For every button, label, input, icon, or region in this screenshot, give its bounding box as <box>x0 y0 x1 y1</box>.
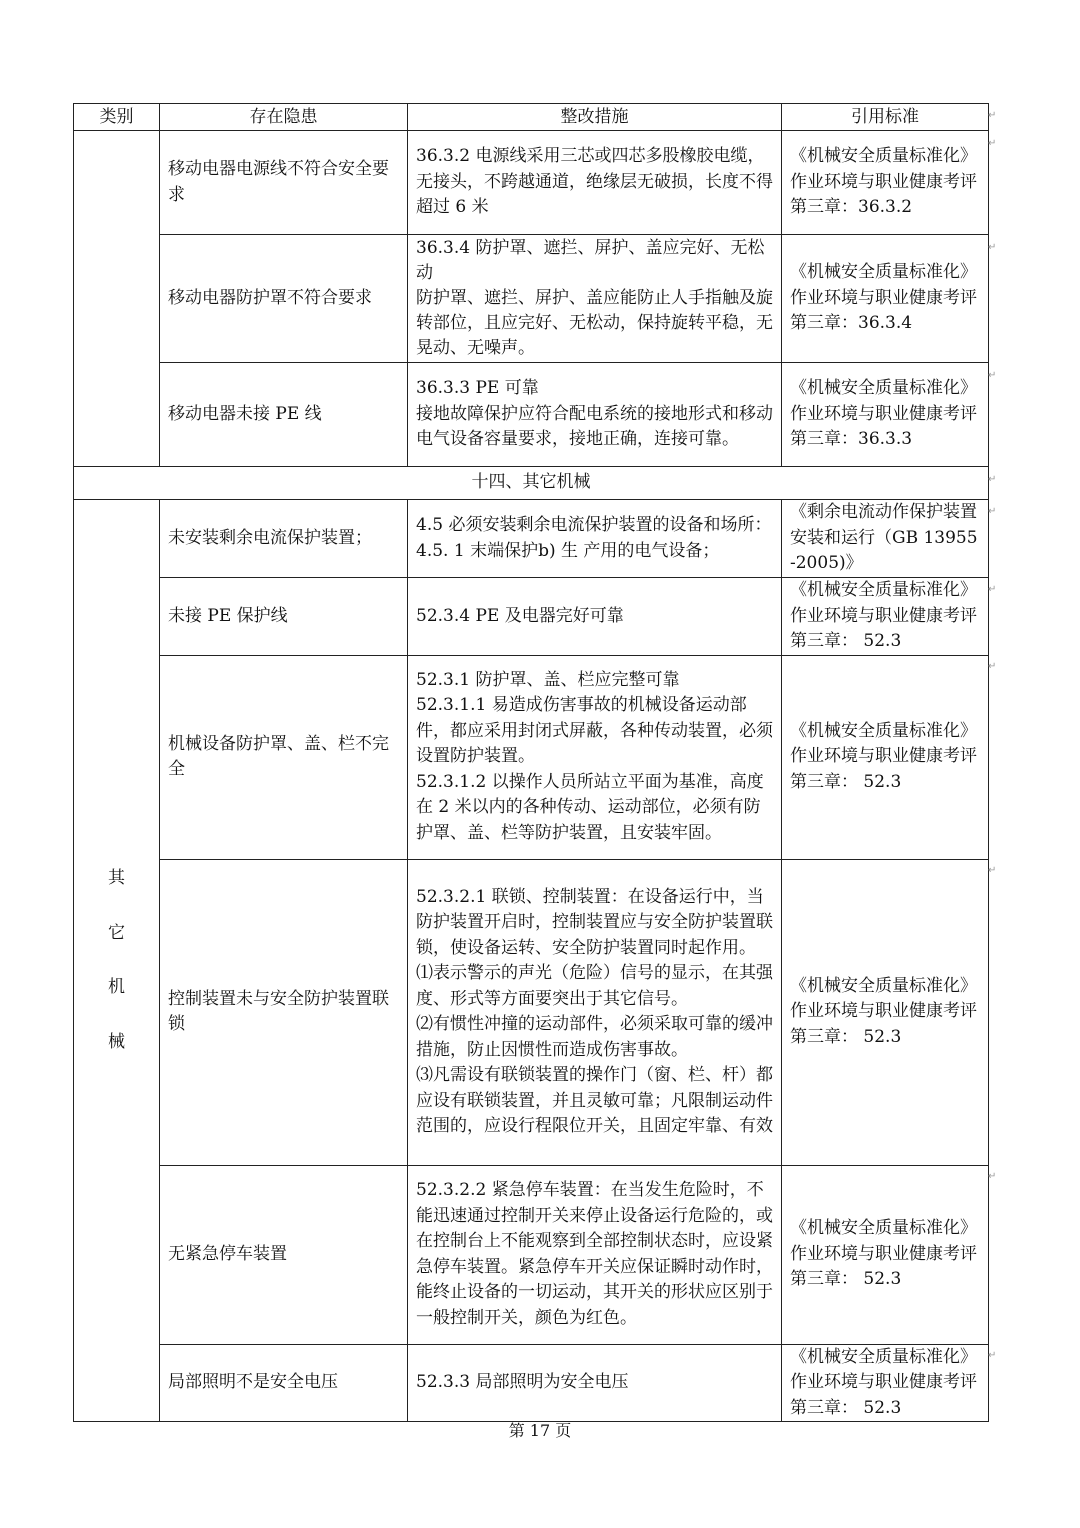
hazard-cell: 机械设备防护罩、盖、栏不完全 <box>160 655 408 859</box>
paragraph-mark-icon: ↵ <box>988 474 997 485</box>
standard-cell: 《机械安全质量标准化》作业环境与职业健康考评第三章： 52.3 <box>782 1165 989 1344</box>
table-row <box>74 1165 989 1344</box>
hazard-cell: 移动电器电源线不符合安全要求 <box>160 131 408 235</box>
paragraph-mark-icon: ↵ <box>988 506 997 517</box>
paragraph-mark-icon: ↵ <box>988 110 997 121</box>
paragraph-mark-icon: ↵ <box>988 138 997 149</box>
standard-cell: 《机械安全质量标准化》作业环境与职业健康考评第三章： 52.3 <box>782 1344 989 1422</box>
hazard-cell: 控制装置未与安全防护装置联锁 <box>160 859 408 1165</box>
standard-cell: 《剩余电流动作保护装置安装和运行（GB 13955-2005)》 <box>782 500 989 578</box>
paragraph-mark-icon: ↵ <box>988 584 997 595</box>
header-hazard: 存在隐患 <box>160 104 408 131</box>
paragraph-mark-icon: ↵ <box>988 865 997 876</box>
hazard-cell: 未安装剩余电流保护装置； <box>160 500 408 578</box>
table-row <box>74 235 989 363</box>
paragraph-mark-icon: ↵ <box>988 1171 997 1182</box>
measure-cell: 36.3.4 防护罩、遮拦、屏护、盖应完好、无松动 防护罩、遮拦、屏护、盖应能防止人手指触及旋转部位，且应完好、无松动，保持旋转平稳，无晃动、无噪声。 <box>408 235 782 363</box>
measure-cell: 36.3.3 PE 可靠 接地故障保护应符合配电系统的接地形式和移动电气设备容量要求，接地正确，连接可靠。 <box>408 363 782 467</box>
standard-cell: 《机械安全质量标准化》作业环境与职业健康考评第三章：36.3.2 <box>782 131 989 235</box>
category-cell <box>74 500 160 1422</box>
paragraph-mark-icon: ↵ <box>988 370 997 381</box>
hazard-cell: 移动电器未接 PE 线 <box>160 363 408 467</box>
table-header-row <box>74 104 989 131</box>
category-char: 械 <box>108 1031 125 1052</box>
standard-cell: 《机械安全质量标准化》作业环境与职业健康考评第三章：36.3.3 <box>782 363 989 467</box>
standard-cell: 《机械安全质量标准化》作业环境与职业健康考评第三章：36.3.4 <box>782 235 989 363</box>
measure-cell: 52.3.1 防护罩、盖、栏应完整可靠 52.3.1.1 易造成伤害事故的机械设备运动部件，都应采用封闭式屏蔽，各种传动装置，必须设置防护装置。 52.3.1.2 以操作人员所站立平面为基准，高度在 2 米以内的各种传动、运动部位，必须有防护罩、盖、栏等防护装置，且安装牢固。 <box>408 655 782 859</box>
category-char: 机 <box>108 977 125 998</box>
category-char: 其 <box>108 868 125 889</box>
paragraph-mark-icon: ↵ <box>988 661 997 672</box>
table-row <box>74 500 989 578</box>
page-number: 第 17 页 <box>508 1421 572 1440</box>
header-measure: 整改措施 <box>408 104 782 131</box>
measure-cell: 52.3.2.1 联锁、控制装置：在设备运行中，当防护装置开启时，控制装置应与安全防护装置联锁，使设备运转、安全防护装置同时起作用。 ⑴表示警示的声光（危险）信号的显示，在其强度、形式等方面要突出于其它信号。 ⑵有惯性冲撞的运动部件，必须采取可靠的缓冲措施，防止因惯性而造成伤害事故。 ⑶凡需设有联锁装置的操作门（窗、栏、杆）都应设有联锁装置，并且灵敏可靠；凡限制运动件范围的，应设行程限位开关，且固定牢靠、有效 <box>408 859 782 1165</box>
header-standard: 引用标准 <box>782 104 989 131</box>
paragraph-mark-icon: ↵ <box>988 242 997 253</box>
header-category: 类别 <box>74 104 160 131</box>
table-row <box>74 363 989 467</box>
category-char: 它 <box>108 922 125 943</box>
standard-cell: 《机械安全质量标准化》作业环境与职业健康考评第三章： 52.3 <box>782 578 989 656</box>
paragraph-mark-icon: ↵ <box>988 1350 997 1361</box>
table-row <box>74 131 989 235</box>
measure-cell: 52.3.3 局部照明为安全电压 <box>408 1344 782 1422</box>
table-row <box>74 859 989 1165</box>
hazard-cell: 未接 PE 保护线 <box>160 578 408 656</box>
section-title: 十四、其它机械 <box>74 467 989 500</box>
measure-cell: 36.3.2 电源线采用三芯或四芯多股橡胶电缆，无接头，不跨越通道，绝缘层无破损，长度不得超过 6 米 <box>408 131 782 235</box>
table-row <box>74 1344 989 1422</box>
measure-cell: 52.3.4 PE 及电器完好可靠 <box>408 578 782 656</box>
standard-cell: 《机械安全质量标准化》作业环境与职业健康考评第三章： 52.3 <box>782 655 989 859</box>
table-row <box>74 655 989 859</box>
category-cell-empty <box>74 131 160 467</box>
standard-cell: 《机械安全质量标准化》作业环境与职业健康考评第三章： 52.3 <box>782 859 989 1165</box>
hazard-cell: 移动电器防护罩不符合要求 <box>160 235 408 363</box>
measure-cell: 4.5 必须安装剩余电流保护装置的设备和场所： 4.5. 1 末端保护b) 生 产用的电气设备； <box>408 500 782 578</box>
hazard-table <box>73 103 989 1422</box>
hazard-cell: 无紧急停车装置 <box>160 1165 408 1344</box>
measure-cell: 52.3.2.2 紧急停车装置：在当发生危险时，不能迅速通过控制开关来停止设备运行危险的，或在控制台上不能观察到全部控制状态时，应设紧急停车装置。紧急停车开关应保证瞬时动作时，能终止设备的一切运动，其开关的形状应区别于一般控制开关，颜色为红色。 <box>408 1165 782 1344</box>
section-row <box>74 467 989 500</box>
hazard-cell: 局部照明不是安全电压 <box>160 1344 408 1422</box>
table-row <box>74 578 989 656</box>
